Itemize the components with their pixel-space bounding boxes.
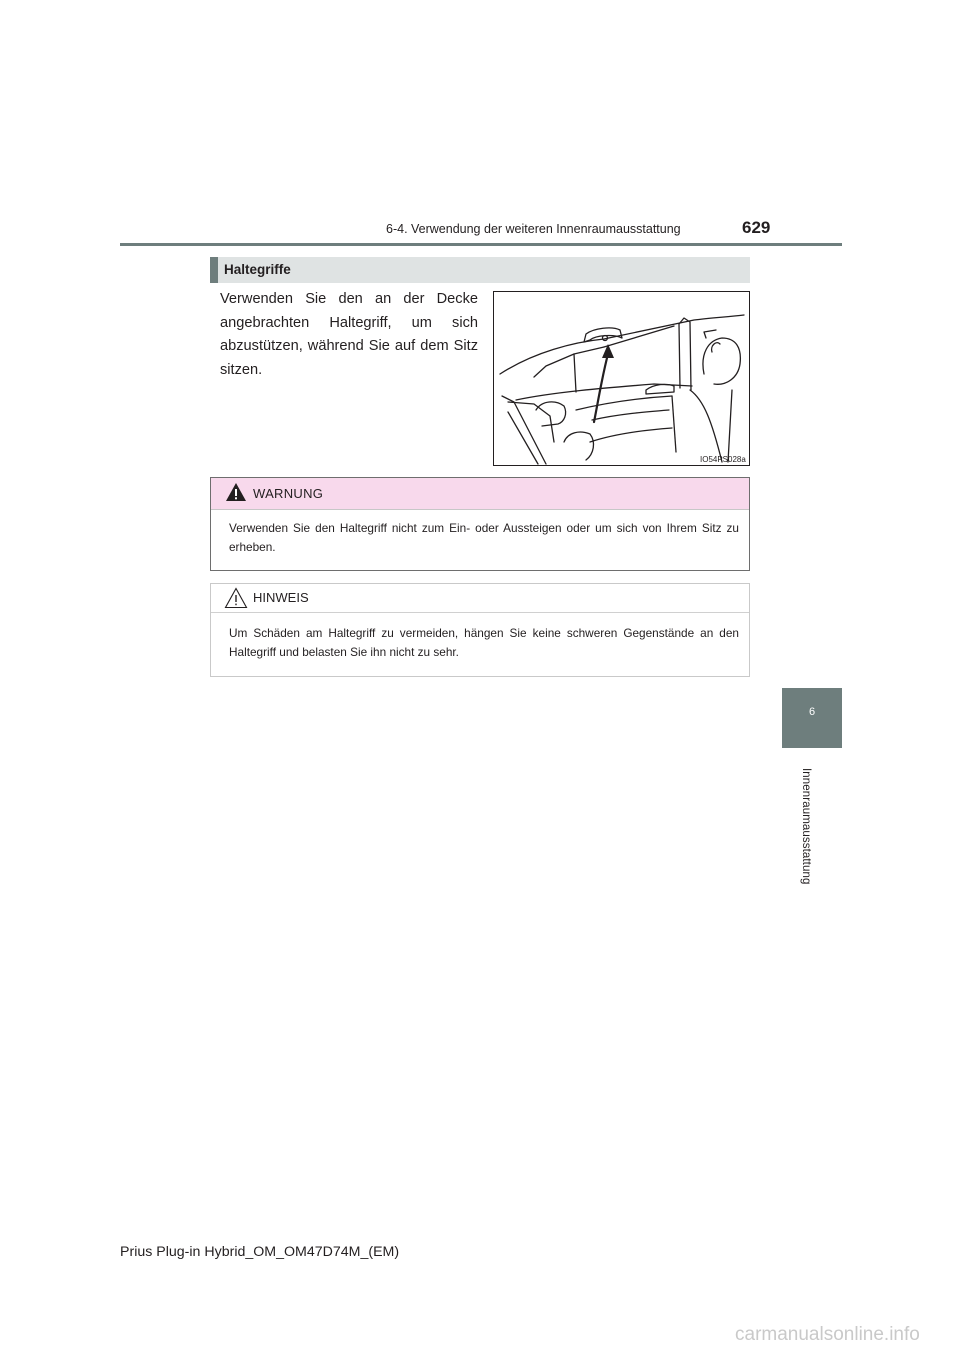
section-title-bar	[210, 257, 750, 283]
running-header: 6-4. Verwendung der weiteren Innenraumausstattung	[386, 222, 681, 236]
section-body: Verwenden Sie den an der Decke angebrachten Haltegriff, um sich abzustützen, während Sie auf dem Sitz sitzen.	[220, 291, 478, 378]
section-title-accent	[210, 257, 218, 283]
chapter-number: 6	[808, 706, 816, 718]
header-divider	[120, 243, 842, 246]
footer-model: Prius Plug-in Hybrid_OM_OM47D74M_(EM)	[120, 1244, 400, 1260]
warning-text: Verwenden Sie den Haltegriff nicht zum Ein- oder Aussteigen oder um sich von Ihrem Sitz zu erheben.	[229, 521, 739, 554]
chapter-label: Innenraumausstattung	[800, 768, 812, 885]
caution-icon	[224, 587, 248, 614]
warning-title: WARNUNG	[253, 486, 324, 501]
section-title: Haltegriffe	[224, 262, 291, 277]
assist-grip-illustration	[493, 291, 750, 466]
warning-icon	[225, 482, 247, 507]
notice-text: Um Schäden am Haltegriff zu vermeiden, hängen Sie keine schweren Gegenstände an den Haltegriff und belasten Sie ihn nicht zu sehr.	[229, 626, 739, 659]
chapter-tab	[782, 688, 842, 748]
car-interior-drawing	[494, 292, 750, 466]
warning-divider	[211, 509, 749, 510]
figure-code: IO54PS028a	[700, 455, 746, 464]
notice-divider	[211, 612, 749, 613]
notice-title: HINWEIS	[253, 590, 309, 605]
page-number: 629	[742, 218, 771, 237]
arrow-head	[602, 344, 614, 358]
watermark: carmanualsonline.info	[735, 1324, 920, 1345]
